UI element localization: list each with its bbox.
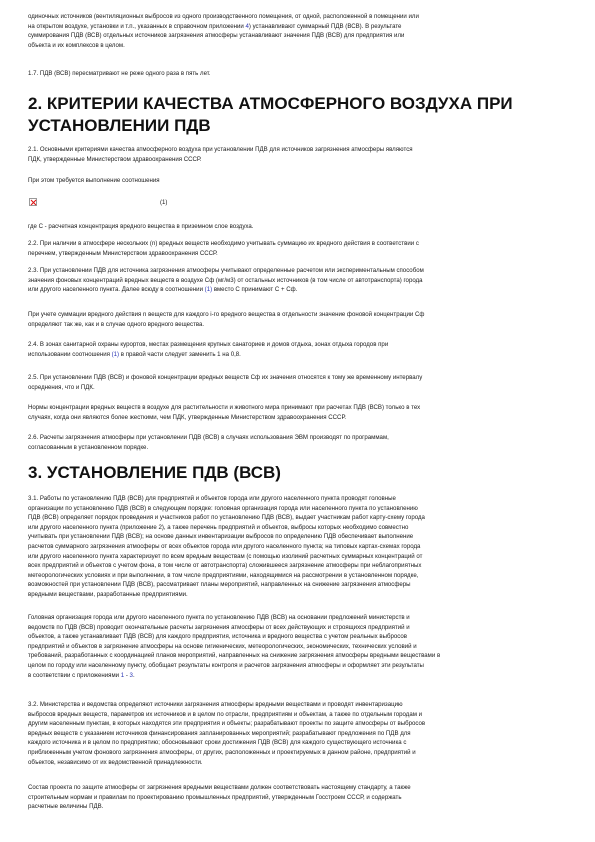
appendix-3-link[interactable]: 3 — [129, 671, 133, 679]
paragraph-project-composition: Состав проекта по защите атмосферы от загрязнения вредными веществами должен соответствовать настоящему стандарту, а также строительным нормам и правилам по проектированию промышленных предприятий, утвержденным Госстроем СССР, и содержать расчетные величины ПДВ. — [28, 784, 411, 811]
paragraph-2-6: 2.6. Расчеты загрязнения атмосферы при установлении ПДВ (ВСВ) в случаях использования ЭВМ производят по программам, согласованным в установленном порядке. — [28, 434, 389, 451]
paragraph-where: где С - расчетная концентрация вредного вещества в приземном слое воздуха. — [28, 223, 254, 230]
paragraph-2-4: 2.4. В зонах санитарной охраны курортов, местах размещения крупных санаториев и домов отдыха, зонах отдыха городов при использовании соотношения (1) в правой части следует заменить 1 на 0,8. — [28, 341, 389, 358]
broken-image-icon — [29, 198, 37, 206]
paragraph-2-2: 2.2. При наличии в атмосфере нескольких (n) вредных веществ необходимо учитывать суммацию их вредного действия в соответствии с перечнем, утвержденным Министерством здравоохранения СССР. — [28, 240, 419, 257]
paragraph-2-5: 2.5. При установлении ПДВ (ВСВ) и фоновой концентрации вредных веществ Сф их значения относятся к тому же временному интервалу осреднения, что и ПДК. — [28, 374, 423, 391]
section-2-heading: 2. КРИТЕРИИ КАЧЕСТВА АТМОСФЕРНОГО ВОЗДУХА ПРИ УСТАНОВЛЕНИИ ПДВ — [28, 94, 513, 135]
formula-1-link-2[interactable]: (1) — [111, 350, 120, 358]
paragraph-2-1: 2.1. Основными критериями качества атмосферного воздуха при установлении ПДВ для источников загрязнения атмосферы являются ПДК, утвержденные Министерством здравоохранения СССР. — [28, 146, 413, 163]
paragraph-3-1: 3.1. Работы по установлению ПДВ (ВСВ) для предприятий и объектов города или другого населенного пункта проводят головные организации по установлению ПДВ (ВСВ) в следующем порядке: головная организация города или населенного пункта по установлению ПДВ (ВСВ) определяет порядок проведения и участников работ по установлению ПДВ (ВСВ), выдает участникам работ карту-схему города или другого населенного пункта (приложение 2), а также перечень предприятий и объектов, выбросы которых необходимо совместно учитывать при установлении ПДВ (ВСВ); на основе данных инвентаризации выбросов по определению ПДВ обеспечивает выполнение расчетов суммарного загрязнения атмосферы от всех объектов города или другого населенного пункта; на типовых картах-схемах города или другого населенного пункта характеризует по всем вредным веществам (с помощью изолиний расчетных суммарных концентраций от всех предприятий и объектов с учетом фона, в том числе от автотранспорта) сложившееся загрязнение атмосферы при неблагоприятных метеорологических условиях и при выполнении, в том числе предприятиями, находящимися на рассмотрении в установленном порядке, возможностей при установлении ПДВ (ВСВ), рассматривает планы мероприятий, направленных на снижение загрязнения атмосферы вредными веществами, разработанные предприятиями. — [28, 495, 425, 598]
paragraph-norms: Нормы концентрации вредных веществ в воздухе для растительности и животного мира принимают при расчетах ПДВ (ВСВ) только в тех случаях, когда они являются более жесткими, чем ПДК, утвержденные Министерством здравоохранения СССР. — [28, 404, 421, 421]
paragraph-head-organization: Головная организация города или другого населенного пункта по установлению ПДВ (ВСВ) на основании предложений министерств и ведомств по ПДВ (ВСВ) проводит окончательные расчеты загрязнения атмосферы от всех действующих и строящихся предприятий и объектов, а также устанавливает ПДВ (ВСВ) для каждого предприятия, источника и вредного вещества с учетом реальных выбросов предприятий и объектов в загрязнение атмосферы на основе гигиенических, метеорологических, экономических, технических условий и требований, разработанных с координацией планов мероприятий, направленных на снижение загрязнения атмосферы вредными веществами в целом по городу или населенному пункту, обобщает результаты контроля и расчетов загрязнения атмосферы и оформляет эти результаты в соответствии с приложениями 1 - 3. — [28, 614, 441, 679]
formula-1-link[interactable]: (1) — [204, 286, 213, 294]
formula-number: (1) — [160, 199, 168, 206]
paragraph-2-3: 2.3. При установлении ПДВ для источника загрязнения атмосферы учитывают определенные расчетом или экспериментальным способом значения фоновых концентраций вредных веществ в воздухе Сф (мг/м3) от остальных источников (в том числе от автотранспорта) города или другого населенного пункта. Далее всюду в соотношении (1) вместо С принимают С + Сф. — [28, 267, 424, 294]
appendix-1-link[interactable]: 1 — [120, 671, 125, 679]
section-3-heading: 3. УСТАНОВЛЕНИЕ ПДВ (ВСВ) — [28, 463, 281, 482]
paragraph-condition: При этом требуется выполнение соотношения — [28, 177, 160, 184]
paragraph-3-2: 3.2. Министерства и ведомства определяют источники загрязнения атмосферы вредными веществами и проводят инвентаризацию выбросов вредных веществ, параметров их источников и в целом по отрасли, предприятиям и объектам, а также по отдельным городам и другим населенным пунктам, в которых находятся эти предприятия и объекты; разрабатывают проекты по защите атмосферы от выбросов вредных веществ с указанием источников финансирования запланированных мероприятий; разрабатывают предложения по ПДВ для каждого источника и в целом по предприятию; обосновывают сроки достижения ПДВ (ВСВ) для каждого существующего источника с приближенным учетом фонового загрязнения атмосферы, от других, расположенных и проектируемых в данном районе, предприятий и объектов, независимо от их ведомственной принадлежности. — [28, 701, 426, 766]
paragraph-summation: При учете суммации вредного действия n веществ для каждого i-го вредного вещества в отдельности значение фоновой концентрации Сф определяют так же, как и в случае одного вредного вещества. — [28, 311, 425, 328]
appendix-link[interactable]: 4 — [245, 22, 249, 30]
paragraph-intro: одиночных источников (вентиляционных выбросов из одного производственного помещения, от одной, расположенной в помещении или на открытом воздухе, установки и т.п., указанных в справочном приложении 4) устанавливают суммарный ПДВ (ВСВ). В результате суммирования ПДВ (ВСВ) отдельных источников загрязнения атмосферы устанавливают значения ПДВ (ВСВ) для предприятия или объекта и их комплексов в целом. — [28, 13, 419, 49]
paragraph-1-7: 1.7. ПДВ (ВСВ) пересматривают не реже одного раза в пять лет. — [28, 70, 211, 77]
